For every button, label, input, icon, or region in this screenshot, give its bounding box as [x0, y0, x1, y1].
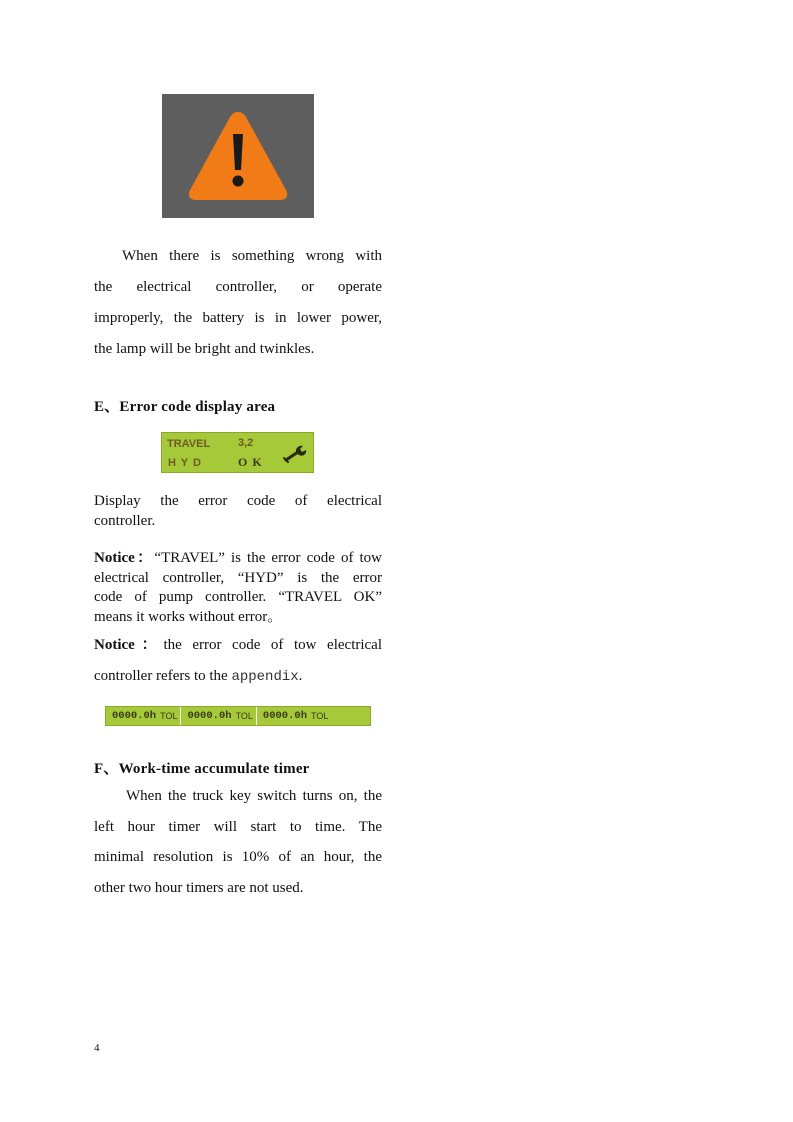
hour-timer-unit: TOL [235, 711, 253, 721]
hour-timer-cell [180, 707, 255, 725]
text-line: improperly, the battery is in lower power, [94, 310, 382, 326]
text-line: When the truck key switch turns on, the [126, 788, 382, 804]
notice-travel-hyd [94, 549, 382, 627]
error-code-display [161, 432, 314, 473]
text-line: When there is something wrong with [122, 248, 382, 264]
hour-timer-display [105, 706, 371, 726]
warning-lamp-image [162, 94, 314, 218]
text-line: controller refers to the [94, 668, 232, 684]
text-line: . [298, 668, 303, 684]
text-line: other two hour timers are not used. [94, 879, 304, 896]
text-line: electrical controller, “HYD” is the error [94, 569, 382, 586]
lcd-travel-value: 3,2 [238, 437, 254, 449]
hour-timer-unit: TOL [311, 711, 329, 721]
text-line: code of pump controller. “TRAVEL OK” [94, 589, 382, 605]
hour-timer-value: 0000.0h [262, 710, 308, 722]
text-line: means it works without error。 [94, 608, 283, 625]
notice-appendix [94, 630, 382, 693]
text-line: Display the error code of electrical [94, 493, 382, 509]
section-e-heading: E、Error code display area [94, 399, 276, 415]
error-display-description [94, 492, 382, 531]
section-f-heading: F、Work-time accumulate timer [94, 761, 310, 777]
hour-timer-unit: TOL [160, 711, 178, 721]
hour-timer-value: 0000.0h [187, 710, 232, 722]
hour-timer-cell [256, 707, 331, 725]
text-line: the lamp will be bright and twinkles. [94, 341, 315, 357]
lcd-hyd-value: O K [238, 455, 263, 469]
text-line: “TRAVEL” is the error code of tow [154, 550, 382, 566]
notice-label: Notice： [94, 637, 164, 653]
text-line: left hour timer will start to time. The [94, 818, 382, 835]
page-number: 4 [94, 1042, 100, 1054]
warning-description [94, 241, 382, 365]
appendix-reference: appendix [231, 669, 299, 685]
text-line: controller. [94, 512, 156, 529]
text-line: minimal resolution is 10% of an hour, the [94, 849, 382, 865]
lcd-hyd-label: H Y D [168, 457, 202, 469]
lcd-travel-label: TRAVEL [167, 438, 211, 450]
wrench-icon [282, 442, 310, 464]
hour-timer-cell [106, 707, 180, 725]
notice-label: Notice： [94, 550, 155, 566]
text-line: the error code of tow electrical [163, 637, 383, 653]
warning-triangle-icon [186, 108, 290, 204]
hour-timer-value: 0000.0h [112, 710, 157, 722]
timer-description [94, 781, 382, 903]
text-line: the electrical controller, or operate [94, 279, 382, 295]
